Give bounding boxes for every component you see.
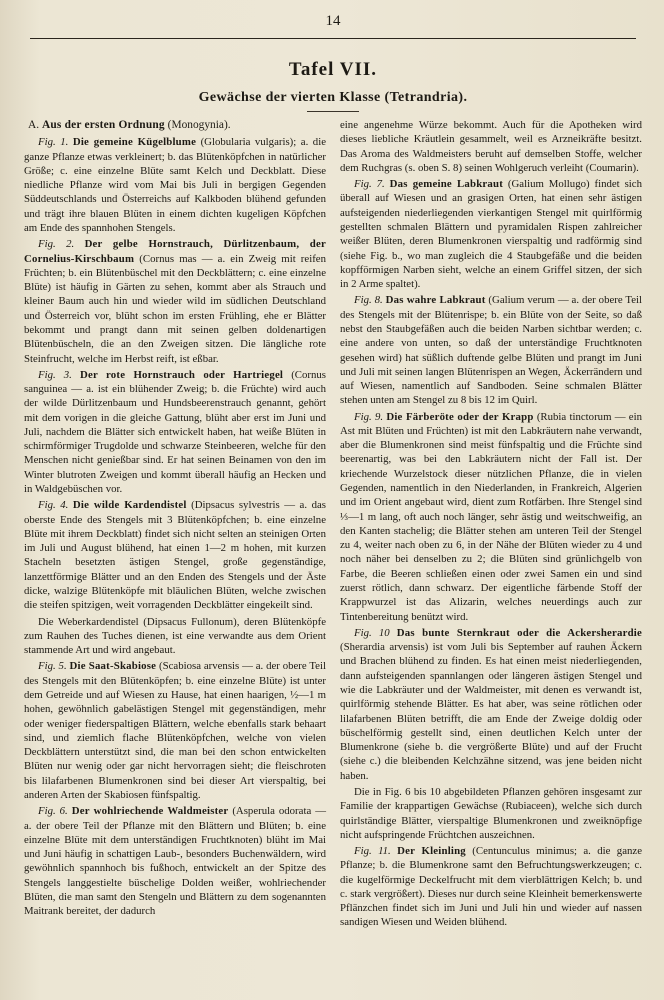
plant-name: Das wahre Labkraut [385, 294, 486, 307]
figure-label: Fig. 1. [38, 136, 69, 149]
paragraph [340, 410, 642, 624]
plant-name: Der Kleinling [397, 845, 466, 858]
paragraph-text: (Galium Mollugo) findet sich überall auf Wiesen und an grasigen Orten, hat einen sehr ästigen aufsteigenden niederliegenden vierkantigen Stengel mit quirlförmig gestellten schmalen Blättern und pyramidalen Rispen zahlreicher weißer Blüten, deren Blumenkronen vierspaltig und radförmig sind (siehe Fig. b., wo man zugleich die 4 Staubgefäße und die beiden kopfförmigen Narben sieht, welche an einem Griffel sitzen, der sich in 2 Arme spaltet). [340, 178, 642, 291]
plant-name: Der wohlriechende Waldmeister [71, 805, 229, 818]
figure-label: Fig. 4. [38, 499, 69, 512]
section-title: Aus der ersten Ordnung [41, 119, 165, 131]
section-heading [24, 118, 326, 132]
paragraph [340, 844, 642, 930]
figure-label: Fig. 2. [38, 238, 75, 251]
paragraph-text: (Scabiosa arvensis — a. der obere Teil des Stengels mit den Blütenköpfen; b. eine einzelne Blüte) ist unter dem Getreide und auf Wiesen zu Hause, hat einen haarigen, ½—1 m hohen, gewöhnlich gabelästigen Stengel mit gegenständigen, mehr oder weniger fiederspaltigen Blättern, welche ebenfalls stark behaart sind, und ziemlich flache Blütenköpfchen, welche von vielen Deckblättern unterstützt sind, die man bei den schon entwickelten Blüten nur wenig oder gar nicht hervorragen sieht; die fleischroten bis lilafarbenen Blumenkronen sind bei dieser Art vierspaltig, bei anderen Arten der Skabiosen fünfspaltig. [24, 660, 326, 801]
paragraph-text: (Asperula odorata — a. der obere Teil der Pflanze mit den Blättern und Blüten; b. eine einzelne Blüte mit dem unterständigen Fruchtknoten) blüht im Mai und Juni häufig in schattigen Laub-, besonders Buchenwäldern, wird gewöhnlich spannhoch bis fußhoch, entwickelt an der Spitze des Stengels langgestielte büschelige Dolden weißer, wohlriechender Blüten, die man samt den Stengeln und Blättern zu dem sogenannten Maitrank bereitet, der dadurch [24, 805, 326, 918]
paragraph [24, 615, 326, 658]
paragraph-text: Die Weberkardendistel (Dipsacus Fullonum), deren Blütenköpfe zum Rauhen des Tuches dienen, ist eine verwandte aus dem Orient stammende Art und wird angebaut. [24, 615, 326, 657]
plant-name: Das bunte Sternkraut oder die Ackersherardie [396, 626, 642, 639]
plant-name: Die Saat-Skabiose [69, 660, 157, 673]
plate-subtitle: Gewächse der vierten Klasse (Tetrandria). [198, 90, 468, 105]
paragraph-text: (Globularia vulgaris); a. die ganze Pflanze etwas verkleinert; b. das Blütenköpfchen in natürlicher Größe; c. eine einzelne Blüte samt Kelch und Deckblatt. Diese niedliche Pflanze wird vom Mai bis Juli in bergigen Gegenden Süddeutschlands und Österreichs auf Kalkboden blühend gefunden und trägt ihre blauen Blüten in einem dichten kugeligen Köpfchen am Ende des spannhohen Stengels. [24, 136, 326, 234]
figure-label: Fig. 6. [38, 805, 68, 818]
paragraph [24, 135, 326, 235]
plant-name: Die gemeine Kügelblume [72, 136, 197, 149]
paragraph-text: Die in Fig. 6 bis 10 abgebildeten Pflanzen gehören insgesamt zur Familie der krappartigen Gewächse (Rubiaceen), welche sich durch quirlständige Blätter, vierspaltige Blumenkronen und zweiknöpfige nicht aufspringende Früchtchen auszeichnen. [340, 785, 642, 841]
figure-label: Fig. 5. [38, 660, 67, 673]
paragraph [340, 118, 642, 175]
plant-name: Die wilde Kardendistel [72, 499, 187, 512]
plate-title: Tafel VII. [288, 59, 378, 80]
paragraph [340, 293, 642, 407]
plant-name: Die Färberöte oder der Krapp [386, 410, 534, 423]
paragraph [24, 804, 326, 918]
text-columns [24, 118, 642, 932]
right-column [340, 118, 642, 932]
paragraph-text: (Rubia tinctorum — ein Ast mit Blüten und Früchten) ist mit den Labkräutern nahe verwandt, aber die Blumenkronen sind meist fünfspaltig und die Früchte sind beerenartig, was bei den Labkräutern nicht der Fall ist. Der kriechende Wurzelstock dieser nützlichen Pflanze, die in vielen Gegenden, namentlich in den Niederlanden, in Frankreich, Algerien und im Orient angebaut wird, dient zum Rotfärben. Ihre Stengel sind ⅓—1 m lang, oft auch noch länger, sehr ästig und weitschweifig, an den Kanten stachelig; die Blätter stehen am unteren Teil der Stengel zu 4, weiter nach oben zu 6, in der Nähe der Blüten wieder zu 4 und noch näher bei denselben zu 2; die Blüten sind grünlichgelb von Farbe, die Beeren schließen einen oder zwei Samen ein und sind zuerst rötlich, dann schwarz. Der eigentliche färbende Stoff der Krappwurzel ist das Alizarin, welches neuerdings auch zur Tintenbereitung benützt wird. [340, 410, 642, 623]
figure-label: Fig. 7. [354, 178, 385, 191]
plant-name: Das gemeine Labkraut [389, 178, 503, 191]
left-column [24, 118, 326, 932]
title-rule [307, 111, 359, 112]
paragraph [340, 626, 642, 783]
paragraph [24, 659, 326, 802]
header-rule [30, 38, 636, 39]
plant-name: Der rote Hornstrauch oder Hartriegel [79, 368, 284, 381]
figure-label: Fig. 8. [354, 294, 383, 307]
paragraph-text: (Galium verum — a. der obere Teil des Stengels mit der Blütenrispe; b. ein Blüte von der Seite, so daß nebst den Staubgefäßen auch die beiden Narben sichtbar werden; c. eine andere von unten, so daß der unterständige Fruchtknoten gesehen wird) hat süßlich duftende gelbe Blüten und prangt im Juni und Juli mit seinen langen Blütenrispen an Wegen, Äckerrändern und auf Wiesen, namentlich auf Sandboden. Seine schmalen Blätter stehen unten am Stengel zu 8 bis 12 im Quirl. [340, 294, 643, 407]
paragraph [24, 237, 326, 366]
paragraph-text: (Cornus mas — a. ein Zweig mit reifen Früchten; b. ein Blütenbüschel mit den Deckblättern; c. eine einzelne Blüte) ist häufig in Gärten zu sehen, kommt aber als Strauch und kleiner Baum auch hin und wieder wild im südlichen Deutschland und Österreich vor, blüht schon im ersten Frühling, ehe er Blätter bekommt und prangt dann mit seinen gelben doldenartigen Blütenbüscheln, die an den Zweigen sitzen. Die längliche rote Steinfrucht, welche im Herbst reift, ist eßbar. [24, 252, 326, 365]
section-letter: A. [28, 119, 40, 131]
paragraph-text: (Cornus sanguinea — a. ist ein blühender Zweig; b. die Früchte) wird auch der wilde Dürlitzenbaum und Hundsbeerenstrauch genannt, gehört mit dem vorigen in die gleiche Gattung, blüht aber erst im Juni und Juli, nachdem die Blätter sich entwickelt haben, hat weiße Blüten in schirmförmiger Trugdolde und schwarze Steinbeeren, welche für den Menschen nicht genießbar sind. Er hat seinen Beinamen von den im Winter blutroten Zweigen und kommt überall häufig an Hecken und in Waldgebüschen vor. [24, 368, 326, 496]
figure-label: Fig. 11. [354, 845, 391, 858]
paragraph [24, 368, 326, 497]
paragraph [340, 177, 642, 291]
paragraph-text: eine angenehme Würze bekommt. Auch für die Apotheken wird dieses liebliche Kräutlein gesammelt, weil es Arzneikräfte besitzt. Das Aroma des Waldmeisters beruht auf demselben Stoffe, welcher dem Ruchgras (s. oben S. 8) seinen Wohlgeruch verleiht (Coumarin). [340, 119, 642, 174]
paragraph-text: (Dipsacus sylvestris — a. das oberste Ende des Stengels mit 3 Blütenköpfchen; b. eine einzelne Blüte mit ihrem Deckblatt) findet sich nicht selten an steinigen Orten im Juli und August blühend, hat einen 1—2 m hohen, mit kurzen Stacheln besetzten ästigen Stengel, große gegenständige, lanzettförmige Blätter und an den Enden des Stengels und der Äste dicke, walzige Blütenköpfe mit bläulichen Blüten, welche zwischen die steifen spitzigen, weit vorragenden Deckblätter eingekeilt sind. [24, 499, 326, 612]
figure-label: Fig. 10 [354, 626, 390, 639]
paragraph [340, 785, 642, 842]
section-latin: (Monogynia). [167, 119, 231, 131]
paragraph-text: (Sherardia arvensis) ist vom Juli bis September auf rauhen Äckern und Brachen blühend zu finden. Es hat einen meist niederliegenden, dann aufsteigenden spannlangen oder längeren ästigen Stengel und wie die Labkräuter und der Waldmeister, mit denen es verwandt ist, quirlförmig stehende Blätter. Es hat aber, was seine rötlichen oder lilafarbenen Blüten betrifft, die am Ende der Zweige doldig oder büschelförmig gestellt sind, einen deutlichen Kelch unter der Blumenkrone (siehe b. die vergrößerte Blüte) und auf der Frucht (siehe c.) die bleibenden Kelchzähne sitzend, was jene beiden nicht haben. [340, 641, 642, 782]
paragraph [24, 498, 326, 612]
figure-label: Fig. 9. [354, 410, 384, 423]
figure-label: Fig. 3. [38, 368, 72, 381]
paragraph-text: (Centunculus minimus; a. die ganze Pflanze; b. die Blumenkrone samt den Befruchtungswerkzeugen; c. die kugelförmige Deckelfrucht mit dem vierblättrigen Kelch; b. und c. stark vergrößert). Dieses nur durch seine Kleinheit bemerkenswerte Pflänzchen findet sich im Juni und Juli hin und wieder auf nassen sandigen Wiesen und Weiden blühend. [340, 845, 643, 929]
page-number: 14 [325, 13, 341, 29]
plant-name: Der gelbe Hornstrauch, Dürlitzenbaum, der Cornelius-Kirschbaum [24, 238, 326, 265]
